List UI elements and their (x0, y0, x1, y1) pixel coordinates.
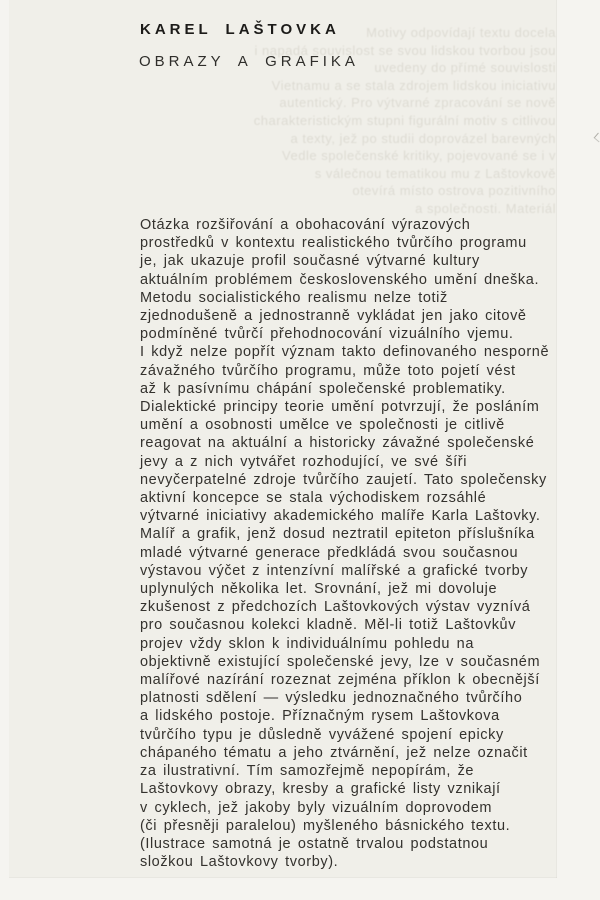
essay-text-line: aktuálním problémem československého umění dneška. (140, 271, 540, 288)
essay-text-line: pro současnou kolekci kladně. Měl-li totiž Laštovkův (140, 617, 517, 634)
essay-text-line: výstavou výčet z intenzívní malířské a grafické tvorby (140, 562, 529, 579)
scan-scratch-mark (594, 133, 600, 143)
essay-text-line: chápaného tématu a jeho ztvárnění, jež nelze označit (140, 744, 528, 761)
bleedthrough-line: s válečnou tematikou mu z Laštovkově (314, 165, 556, 181)
bleedthrough-line: otevírá místo ostrova pozitivního (352, 183, 556, 199)
essay-text-line: mladé výtvarné generace předkládá svou současnou (140, 544, 519, 561)
essay-text-line: Malíř a grafik, jenž dosud neztratil epiteton příslušníka (140, 526, 535, 543)
essay-text-line: až k pasívnímu chápání společenské problematiky. (140, 380, 506, 397)
essay-text-line: malířové nazírání rozeznat zejména příklon k obecnější (140, 672, 540, 689)
essay-text-line: výtvarné iniciativy akademického malíře Karla Laštovky. (140, 508, 541, 525)
essay-text-line: umění a osobnosti umělce ve společnosti je citlivě (140, 417, 505, 434)
essay-text-line: nevyčerpatelné zdroje tvůrčího zaujetí. Tato společensky (140, 471, 547, 488)
essay-text-line: I když nelze popřít význam takto definovaného nesporně (140, 344, 550, 361)
essay-text-line: reagovat na aktuální a historicky závažné společenské (140, 435, 535, 452)
bleedthrough-line: charakteristickým stupni figurální motiv s citlivou (253, 112, 556, 128)
essay-text-line: je, jak ukazuje profil současné výtvarné kultury (140, 253, 480, 270)
essay-text-line: podmíněné tvůrčí přehodnocování vizuálního vjemu. (140, 326, 514, 343)
essay-text-line: tvůrčího typu je důsledně vyvážené spojení epicky (140, 726, 504, 743)
essay-text-line: Dialektické principy teorie umění potvrzují, že posláním (140, 399, 540, 416)
essay-text-line: Otázka rozšiřování a obohacování výrazových (140, 217, 471, 233)
bleedthrough-line: Vedle společenské kritiky, pojevované se i v (282, 148, 556, 164)
bleedthrough-line: a texty, jež po studii doprovázel barevných (290, 130, 556, 146)
bleedthrough-line: Vietnamu a se stala zdrojem lidskou iniciativu (271, 77, 556, 93)
essay-text-line: projev vždy sklon k individuálnímu pohledu na (140, 635, 475, 652)
essay-text-line: (Ilustrace samotná je ostatně trvalou podstatnou (140, 835, 489, 852)
essay-text-block (140, 216, 565, 871)
essay-text-line: (či přesněji paralelou) myšleného básnického textu. (140, 817, 511, 834)
bleedthrough-line: uvedeny do přímé souvislosti (374, 60, 556, 76)
essay-text-line: za ilustrativní. Tím samozřejmě nepopírám, že (140, 763, 475, 780)
essay-text-line: uplynulých několika let. Srovnání, jež mi dovoluje (140, 581, 498, 598)
page-subtitle: OBRAZY A GRAFIKA (139, 53, 359, 70)
essay-text-line: zjednodušeně a jednostranně vykládat jen jako citově (140, 308, 527, 325)
essay-text-line: objektivně existující společenské jevy, lze v současném (140, 653, 541, 670)
bleedthrough-line: Motivy odpovídají textu docela (366, 25, 556, 40)
essay-text-line: Metodu socialistického realismu nelze totiž (140, 289, 448, 306)
essay-text-line: závažného tvůrčího programu, může toto pojetí vést (140, 362, 516, 379)
essay-text-line: prostředků v kontextu realistického tvůrčího programu (140, 235, 527, 252)
essay-text-line: a lidského postoje. Příznačným rysem Laštovkova (140, 708, 500, 725)
essay-text-line: v cyklech, jež jakoby byly vizuálním doprovodem (140, 799, 493, 816)
essay-text-line: Laštovkovy obrazy, kresby a grafické listy vznikají (140, 781, 501, 798)
bleedthrough-line: i napadá souvislost se svou lidskou tvorbou jsou (254, 42, 556, 58)
page-title: KAREL LAŠTOVKA (140, 21, 340, 38)
essay-text-line: složkou Laštovkovy tvorby). (140, 854, 339, 871)
essay-text-line: platnosti sdělení — výsledku jednoznačného tvůrčího (140, 690, 523, 707)
paper-page (9, 0, 557, 878)
bleedthrough-line: a společnosti. Materiál (415, 200, 556, 216)
essay-text-line: jevy a z nich vytvářet rozhodující, ve své šíři (140, 453, 468, 470)
essay-text-line: zkušenost z předchozích Laštovkových výstav vyznívá (140, 599, 531, 616)
bleedthrough-line: autentický. Pro výtvarné zpracování se nově (279, 95, 556, 111)
essay-text-line: aktivní koncepce se stala východiskem rozsáhlé (140, 490, 487, 507)
